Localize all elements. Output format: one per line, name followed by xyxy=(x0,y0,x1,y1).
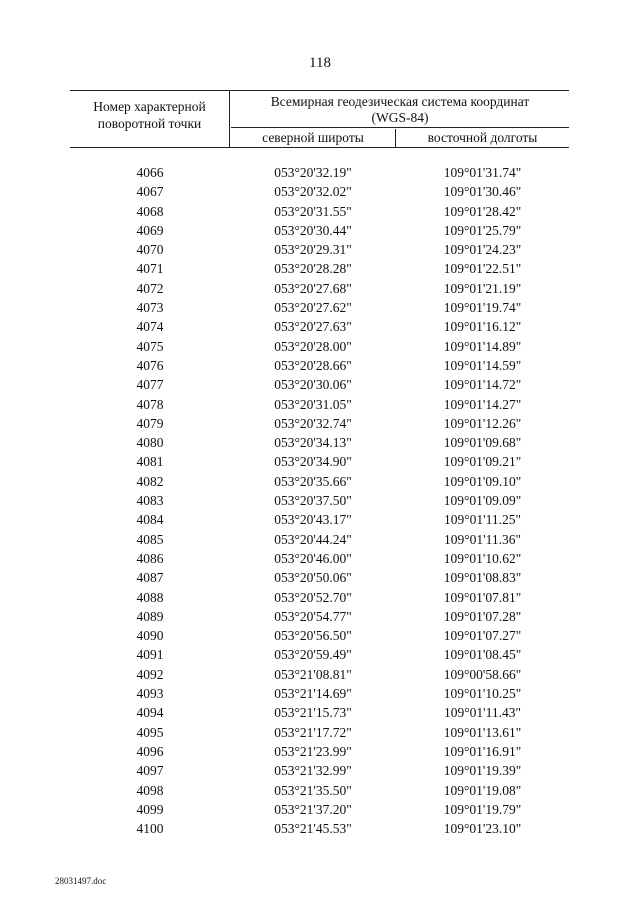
point-number-cell: 4091 xyxy=(136,647,164,663)
header-coordinate-system xyxy=(231,91,569,128)
point-number-cell: 4095 xyxy=(136,724,164,740)
longitude-cell: 109°01'16.12" xyxy=(443,319,522,335)
point-number-cell: 4100 xyxy=(136,821,164,837)
table-row xyxy=(70,761,569,780)
point-number-cell: 4098 xyxy=(136,782,164,798)
table-row xyxy=(70,317,569,336)
latitude-cell: 053°20'28.28" xyxy=(274,261,352,277)
longitude-cell: 109°01'31.74" xyxy=(443,165,522,180)
table-row xyxy=(70,298,569,317)
table-row xyxy=(70,433,569,452)
table-row xyxy=(70,221,569,240)
point-number-cell: 4071 xyxy=(136,261,164,277)
table-row xyxy=(70,665,569,684)
table-row xyxy=(70,395,569,414)
page-number: 118 xyxy=(309,55,331,71)
longitude-cell: 109°01'23.10" xyxy=(443,821,522,837)
point-number-cell: 4096 xyxy=(136,743,164,759)
latitude-cell: 053°21'45.53" xyxy=(274,821,352,837)
point-number-cell: 4067 xyxy=(136,184,164,200)
point-number-cell: 4093 xyxy=(136,686,164,702)
latitude-cell: 053°20'54.77" xyxy=(274,608,352,624)
table-row xyxy=(70,723,569,742)
longitude-cell: 109°01'10.25" xyxy=(443,686,522,702)
point-number-cell: 4086 xyxy=(136,550,164,566)
point-number-cell: 4073 xyxy=(136,300,164,316)
longitude-cell: 109°01'19.39" xyxy=(443,763,522,779)
latitude-cell: 053°20'46.00" xyxy=(274,550,352,566)
point-number-cell: 4084 xyxy=(136,512,164,528)
point-number-cell: 4081 xyxy=(136,454,164,470)
point-number-cell: 4097 xyxy=(136,763,164,779)
latitude-cell: 053°21'37.20" xyxy=(274,801,352,817)
table-header xyxy=(70,90,569,148)
latitude-cell: 053°20'59.49" xyxy=(274,647,352,663)
latitude-cell: 053°20'27.63" xyxy=(274,319,352,335)
longitude-cell: 109°01'09.68" xyxy=(443,435,522,451)
point-number-cell: 4099 xyxy=(136,801,164,817)
longitude-cell: 109°01'22.51" xyxy=(443,261,522,277)
table-row xyxy=(70,182,569,201)
latitude-cell: 053°21'35.50" xyxy=(274,782,352,798)
table-row xyxy=(70,626,569,645)
table-row xyxy=(70,742,569,761)
latitude-cell: 053°20'52.70" xyxy=(274,589,352,605)
longitude-cell: 109°01'12.26" xyxy=(443,415,522,431)
point-number-cell: 4082 xyxy=(136,473,164,489)
table-row xyxy=(70,549,569,568)
point-number-cell: 4087 xyxy=(136,570,164,586)
latitude-cell: 053°20'32.74" xyxy=(274,415,352,431)
table-row xyxy=(70,375,569,394)
longitude-cell: 109°01'09.10" xyxy=(443,473,522,489)
table-row xyxy=(70,202,569,221)
longitude-cell: 109°01'25.79" xyxy=(443,222,522,238)
latitude-cell: 053°20'34.90" xyxy=(274,454,352,470)
latitude-cell: 053°20'50.06" xyxy=(274,570,352,586)
latitude-cell: 053°20'43.17" xyxy=(274,512,352,528)
point-number-cell: 4088 xyxy=(136,589,164,605)
longitude-cell: 109°01'14.59" xyxy=(443,357,522,373)
latitude-cell: 053°20'30.44" xyxy=(274,222,352,238)
table-row xyxy=(70,703,569,722)
longitude-cell: 109°01'16.91" xyxy=(443,743,522,759)
header-coordinate-system-line2: (WGS-84) xyxy=(371,110,429,125)
table-row xyxy=(70,530,569,549)
longitude-cell: 109°01'30.46" xyxy=(443,184,522,200)
longitude-cell: 109°01'11.43" xyxy=(444,705,521,721)
latitude-cell: 053°21'15.73" xyxy=(274,705,352,721)
point-number-cell: 4089 xyxy=(136,608,164,624)
longitude-cell: 109°01'09.09" xyxy=(443,493,522,509)
longitude-cell: 109°01'09.21" xyxy=(443,454,522,470)
point-number-cell: 4076 xyxy=(136,357,164,373)
longitude-cell: 109°01'14.27" xyxy=(443,396,522,412)
longitude-cell: 109°01'07.81" xyxy=(443,589,522,605)
point-number-cell: 4077 xyxy=(136,377,164,393)
table-row xyxy=(70,452,569,471)
table-row xyxy=(70,163,569,182)
table-row xyxy=(70,414,569,433)
point-number-cell: 4072 xyxy=(136,280,164,296)
longitude-cell: 109°00'58.66" xyxy=(443,666,522,682)
table-row xyxy=(70,607,569,626)
table-row xyxy=(70,781,569,800)
table-row xyxy=(70,800,569,819)
latitude-cell: 053°20'30.06" xyxy=(274,377,352,393)
latitude-cell: 053°20'32.02" xyxy=(274,184,352,200)
longitude-cell: 109°01'13.61" xyxy=(443,724,522,740)
latitude-cell: 053°21'23.99" xyxy=(274,743,352,759)
table-row xyxy=(70,684,569,703)
longitude-cell: 109°01'14.72" xyxy=(443,377,522,393)
latitude-cell: 053°20'34.13" xyxy=(274,435,352,451)
latitude-cell: 053°20'35.66" xyxy=(274,473,352,489)
table-row xyxy=(70,491,569,510)
longitude-cell: 109°01'07.27" xyxy=(443,628,522,644)
point-number-cell: 4079 xyxy=(136,415,164,431)
point-number-cell: 4070 xyxy=(136,242,164,258)
latitude-cell: 053°20'29.31" xyxy=(274,242,352,258)
latitude-cell: 053°20'31.55" xyxy=(274,203,352,219)
latitude-cell: 053°21'08.81" xyxy=(274,666,352,682)
latitude-cell: 053°20'27.68" xyxy=(274,280,352,296)
longitude-cell: 109°01'21.19" xyxy=(443,280,522,296)
point-number-cell: 4090 xyxy=(136,628,164,644)
point-number-cell: 4074 xyxy=(136,319,164,335)
table-row xyxy=(70,510,569,529)
longitude-cell: 109°01'24.23" xyxy=(443,242,522,258)
longitude-cell: 109°01'19.74" xyxy=(443,300,522,316)
longitude-cell: 109°01'08.83" xyxy=(443,570,522,586)
longitude-cell: 109°01'11.36" xyxy=(444,531,521,547)
table-row xyxy=(70,259,569,278)
header-coordinate-system-line1: Всемирная геодезическая система координат xyxy=(270,94,530,109)
latitude-cell: 053°20'27.62" xyxy=(274,300,352,316)
table-row xyxy=(70,337,569,356)
coordinates-table xyxy=(70,90,569,837)
table-row xyxy=(70,568,569,587)
table-row xyxy=(70,819,569,838)
point-number-cell: 4080 xyxy=(136,435,164,451)
latitude-cell: 053°20'37.50" xyxy=(274,493,352,509)
longitude-cell: 109°01'07.28" xyxy=(443,608,522,624)
latitude-cell: 053°20'28.66" xyxy=(274,357,352,373)
latitude-cell: 053°21'17.72" xyxy=(274,724,352,740)
header-point-number: Номер характерной поворотной точки xyxy=(70,91,230,147)
longitude-cell: 109°01'14.89" xyxy=(443,338,522,354)
longitude-cell: 109°01'10.62" xyxy=(443,550,522,566)
header-longitude: восточной долготы xyxy=(427,130,538,145)
longitude-cell: 109°01'19.79" xyxy=(443,801,522,817)
point-number-cell: 4085 xyxy=(136,531,164,547)
latitude-cell: 053°20'31.05" xyxy=(274,396,352,412)
point-number-cell: 4069 xyxy=(136,222,164,238)
table-row xyxy=(70,240,569,259)
table-row xyxy=(70,356,569,375)
table-row xyxy=(70,279,569,298)
table-body xyxy=(70,163,569,838)
latitude-cell: 053°20'28.00" xyxy=(274,338,352,354)
longitude-cell: 109°01'11.25" xyxy=(444,512,521,528)
latitude-cell: 053°21'14.69" xyxy=(274,686,352,702)
longitude-cell: 109°01'28.42" xyxy=(443,203,522,219)
point-number-cell: 4066 xyxy=(136,165,164,180)
longitude-cell: 109°01'08.45" xyxy=(443,647,522,663)
point-number-cell: 4075 xyxy=(136,338,164,354)
latitude-cell: 053°20'32.19" xyxy=(274,165,352,180)
point-number-cell: 4068 xyxy=(136,203,164,219)
point-number-cell: 4083 xyxy=(136,493,164,509)
table-row xyxy=(70,472,569,491)
point-number-cell: 4078 xyxy=(136,396,164,412)
point-number-cell: 4094 xyxy=(136,705,164,721)
latitude-cell: 053°21'32.99" xyxy=(274,763,352,779)
table-row xyxy=(70,588,569,607)
file-name-footer: 28031497.doc xyxy=(55,876,107,886)
point-number-cell: 4092 xyxy=(136,666,164,682)
latitude-cell: 053°20'44.24" xyxy=(274,531,352,547)
longitude-cell: 109°01'19.08" xyxy=(443,782,522,798)
latitude-cell: 053°20'56.50" xyxy=(274,628,352,644)
header-latitude: северной широты xyxy=(231,129,396,147)
table-row xyxy=(70,645,569,664)
